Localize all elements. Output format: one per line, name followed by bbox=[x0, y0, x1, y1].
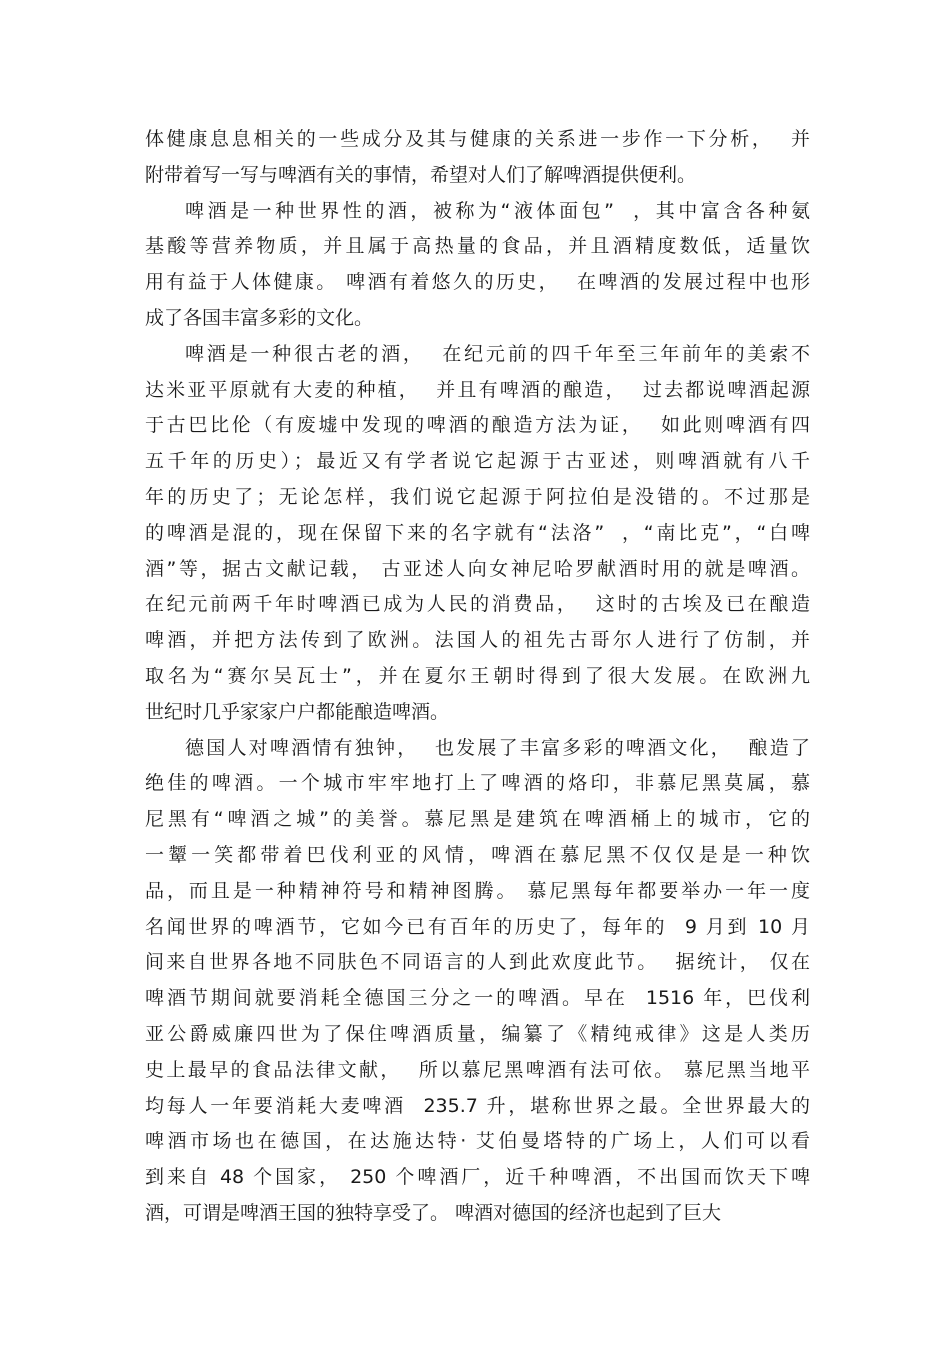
text-line: 名闻世界的啤酒节，它如今已有百年的历史了，每年的 9 月到 10 月 bbox=[145, 915, 810, 938]
text-line: 酒”等，据古文献记载， 古亚述人向女神尼哈罗献酒时用的就是啤酒。 bbox=[145, 557, 810, 580]
text-line: 史上最早的食品法律文献， 所以慕尼黑啤酒有法可依。 慕尼黑当地平 bbox=[145, 1058, 810, 1081]
text-line: 取名为“赛尔吴瓦士”，并在夏尔王朝时得到了很大发展。在欧洲九 bbox=[145, 664, 810, 687]
body-text bbox=[145, 122, 810, 1232]
text-line: 绝佳的啤酒。一个城市牢牢地打上了啤酒的烙印，非慕尼黑莫属，慕 bbox=[145, 772, 810, 795]
text-line: 尼黑有“啤酒之城”的美誉。慕尼黑是建筑在啤酒桶上的城市，它的 bbox=[145, 808, 810, 831]
text-line: 到来自 48 个国家， 250 个啤酒厂，近千种啤酒，不出国而饮天下啤 bbox=[145, 1166, 810, 1189]
text-line: 一颦一笑都带着巴伐利亚的风情，啤酒在慕尼黑不仅仅是是一种饮 bbox=[145, 843, 810, 866]
paragraph bbox=[145, 122, 810, 194]
text-line: 啤酒是一种很古老的酒， 在纪元前的四千年至三年前年的美索不 bbox=[185, 342, 810, 365]
text-line: 在纪元前两千年时啤酒已成为人民的消费品， 这时的古埃及已在酿造 bbox=[145, 593, 810, 616]
text-line: 啤酒，并把方法传到了欧洲。法国人的祖先古哥尔人进行了仿制，并 bbox=[145, 629, 810, 652]
text-line: 啤酒是一种世界性的酒，被称为“液体面包” ，其中富含各种氨 bbox=[185, 199, 810, 222]
text-line: 基酸等营养物质，并且属于高热量的食品，并且酒精度数低，适量饮 bbox=[145, 235, 810, 258]
text-line: 五千年的历史）；最近又有学者说它起源于古亚述，则啤酒就有八千 bbox=[145, 450, 810, 473]
text-line: 年的历史了；无论怎样，我们说它起源于阿拉伯是没错的。不过那是 bbox=[145, 485, 810, 508]
paragraph bbox=[145, 337, 810, 731]
text-line: 世纪时几乎家家户户都能酿造啤酒。 bbox=[145, 700, 450, 723]
text-line: 于古巴比伦（有废墟中发现的啤酒的酿造方法为证， 如此则啤酒有四 bbox=[145, 414, 810, 437]
text-line: 附带着写一写与啤酒有关的事情，希望对人们了解啤酒提供便利。 bbox=[145, 163, 697, 186]
text-line: 品，而且是一种精神符号和精神图腾。 慕尼黑每年都要举办一年一度 bbox=[145, 879, 810, 902]
text-line: 成了各国丰富多彩的文化。 bbox=[145, 306, 374, 329]
text-line: 体健康息息相关的一些成分及其与健康的关系进一步作一下分析， 并 bbox=[145, 128, 810, 150]
paragraph bbox=[145, 194, 810, 337]
text-line: 的啤酒是混的，现在保留下来的名字就有“法洛” ，“南比克”，“白啤 bbox=[145, 521, 810, 544]
text-line: 亚公爵威廉四世为了保住啤酒质量，编纂了《精纯戒律》这是人类历 bbox=[145, 1022, 810, 1045]
text-line: 啤酒市场也在德国，在达施达特· 艾伯曼塔特的广场上，人们可以看 bbox=[145, 1130, 810, 1153]
paragraph bbox=[145, 731, 810, 1232]
text-line: 间来自世界各地不同肤色不同语言的人到此欢度此节。 据统计， 仅在 bbox=[145, 951, 810, 974]
text-line: 均每人一年要消耗大麦啤酒 235.7 升，堪称世界之最。全世界最大的 bbox=[145, 1094, 810, 1117]
text-line: 用有益于人体健康。 啤酒有着悠久的历史， 在啤酒的发展过程中也形 bbox=[145, 271, 810, 294]
text-line: 达米亚平原就有大麦的种植， 并且有啤酒的酿造， 过去都说啤酒起源 bbox=[145, 378, 810, 401]
text-line: 德国人对啤酒情有独钟， 也发展了丰富多彩的啤酒文化， 酿造了 bbox=[185, 736, 810, 759]
text-line: 酒，可谓是啤酒王国的独特享受了。 啤酒对德国的经济也起到了巨大 bbox=[145, 1201, 722, 1224]
text-line: 啤酒节期间就要消耗全德国三分之一的啤酒。早在 1516 年，巴伐利 bbox=[145, 987, 810, 1010]
